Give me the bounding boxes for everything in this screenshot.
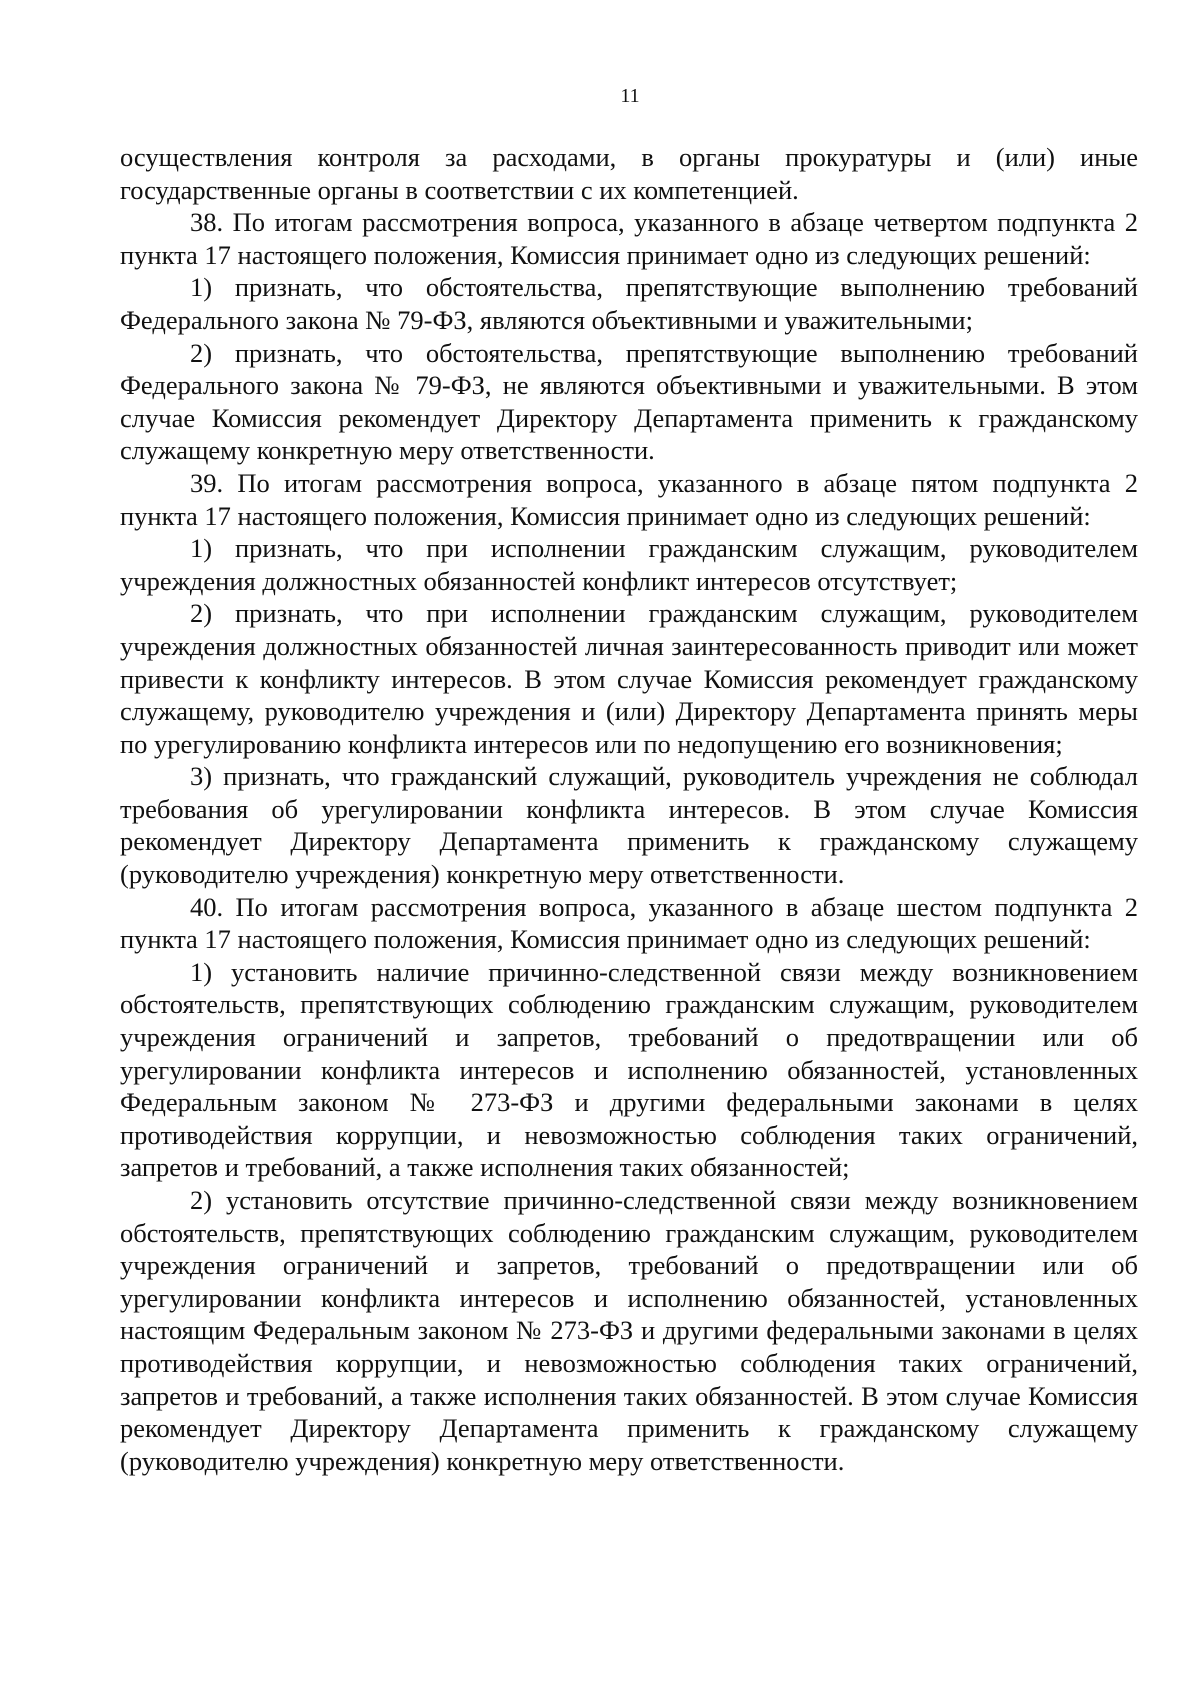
paragraph-item-40: 40. По итогам рассмотрения вопроса, указанного в абзаце шестом подпункта 2 пункта 17 настоящего положения, Комиссия принимает одно из следующих решений: [120,891,1138,955]
paragraph-continuation: осуществления контроля за расходами, в органы прокуратуры и (или) иные государственные органы в соответствии с их компетенцией. [120,142,1138,205]
page-number: 11 [620,85,640,107]
paragraph-40-option-2: 2) установить отсутствие причинно-следственной связи между возникновением обстоятельств, препятствующих соблюдению гражданским служащим, руководителем учреждения ограничений и запретов, требований о предотвращении или об урегулировании конфликта интересов и исполнению обязанностей, установленных настоящим Федеральным законом № 273-ФЗ и другими федеральными законами в целях противодействия коррупции, и невозможностью соблюдения таких ограничений, запретов и требований, а также исполнения таких обязанностей. В этом случае Комиссия рекомендует Директору Департамента применить к гражданскому служащему (руководителю учреждения) конкретную меру ответственности. [120,1185,1138,1476]
paragraph-item-38: 38. По итогам рассмотрения вопроса, указанного в абзаце четвертом подпункта 2 пункта 17 настоящего положения, Комиссия принимает одно из следующих решений: [120,207,1138,270]
paragraph-item-39: 39. По итогам рассмотрения вопроса, указанного в абзаце пятом подпункта 2 пункта 17 настоящего положения, Комиссия принимает одно из следующих решений: [120,467,1138,531]
paragraph-38-option-2: 2) признать, что обстоятельства, препятствующие выполнению требований Федерального закона № 79-ФЗ, не являются объективными и уважительными. В этом случае Комиссия рекомендует Директору Департамента применить к гражданскому служащему конкретную меру ответственности. [120,337,1138,466]
paragraph-38-option-1: 1) признать, что обстоятельства, препятствующие выполнению требований Федерального закона № 79-ФЗ, являются объективными и уважительными; [120,272,1138,335]
paragraph-40-option-1: 1) установить наличие причинно-следственной связи между возникновением обстоятельств, препятствующих соблюдению гражданским служащим, руководителем учреждения ограничений и запретов, требований о предотвращении или об урегулировании конфликта интересов и исполнению обязанностей, установленных Федеральным законом № 273-ФЗ и другими федеральными законами в целях противодействия коррупции, и невозможностью соблюдения таких ограничений, запретов и требований, а также исполнения таких обязанностей; [120,956,1138,1183]
paragraph-39-option-1: 1) признать, что при исполнении гражданским служащим, руководителем учреждения должностных обязанностей конфликт интересов отсутствует; [120,533,1138,596]
paragraph-39-option-2: 2) признать, что при исполнении гражданским служащим, руководителем учреждения должностных обязанностей личная заинтересованность приводит или может привести к конфликту интересов. В этом случае Комиссия рекомендует гражданскому служащему, руководителю учреждения и (или) Директору Департамента принять меры по урегулированию конфликта интересов или по недопущению его возникновения; [120,598,1138,759]
document-body [120,141,1138,1477]
paragraph-39-option-3: 3) признать, что гражданский служащий, руководитель учреждения не соблюдал требования об урегулировании конфликта интересов. В этом случае Комиссия рекомендует Директору Департамента применить к гражданскому служащему (руководителю учреждения) конкретную меру ответственности. [120,761,1138,890]
